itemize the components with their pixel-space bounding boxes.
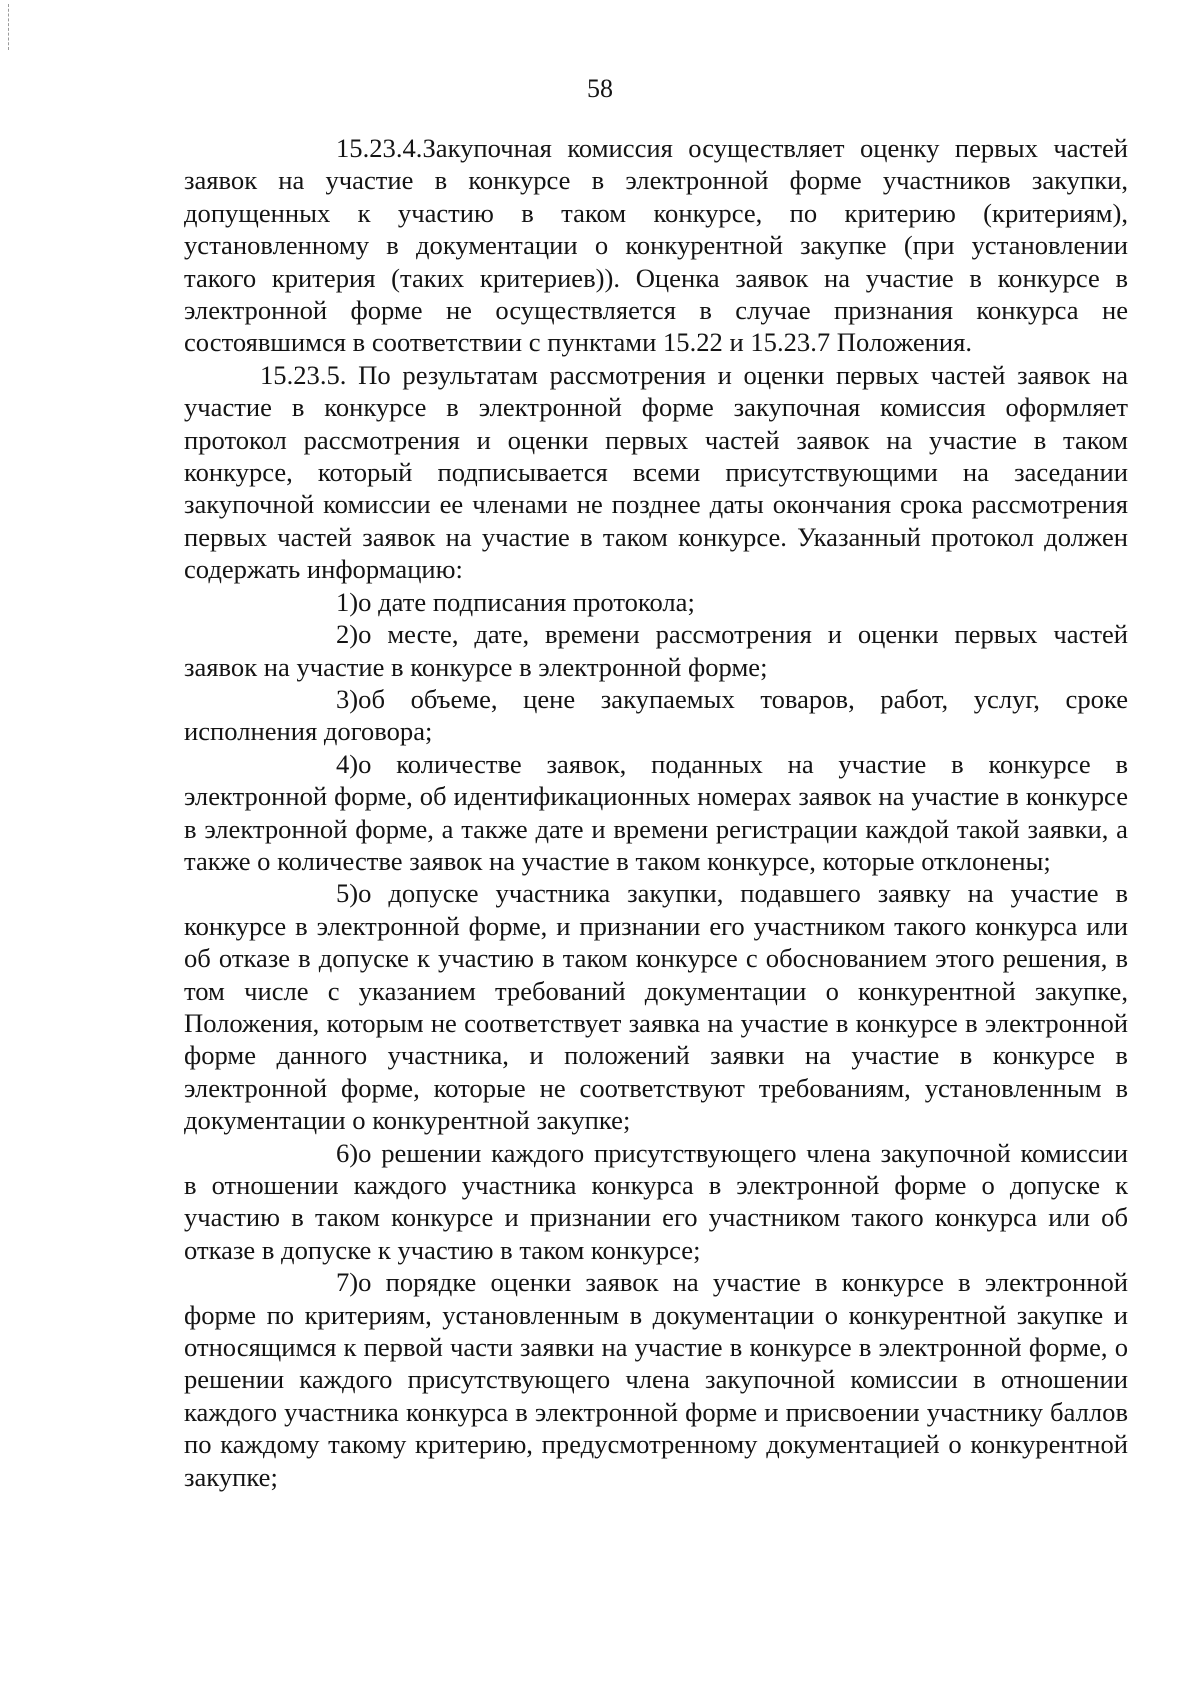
list-item-text: о дате подписания протокола; — [358, 586, 695, 617]
list-item-number: 5) — [336, 878, 359, 909]
list-item-number: 6) — [336, 1137, 359, 1168]
paragraph-15-23-4 — [184, 132, 1128, 359]
list-item-text: о порядке оценки заявок на участие в конкурсе в электронной форме по критериям, установленным в документации о конкурентной закупке и относящимся к первой части заявки на участие в конкурсе в электронной форме, о решении каждого присутствующего члена закупочной комиссии в отношении каждого участника конкурса в электронной форме и присвоении участнику баллов по каждому такому критерию, предусмотренному документацией о конкурентной закупке; — [184, 1267, 1128, 1492]
paragraph-number: 15.23.4. — [336, 133, 423, 163]
paragraph-text: По результатам рассмотрения и оценки первых частей заявок на участие в конкурсе в электронной форме закупочная комиссия оформляет протокол рассмотрения и оценки первых частей заявок на участие в таком конкурсе, который подписывается всеми присутствующими на заседании закупочной комиссии ее членами не позднее даты окончания срока рассмотрения первых частей заявок на участие в таком конкурсе. Указанный протокол должен содержать информацию: — [184, 359, 1129, 585]
list-item-number: 1) — [336, 586, 359, 617]
document-body — [184, 132, 1128, 1493]
list-item — [184, 1266, 1128, 1493]
list-item-number: 3) — [336, 683, 359, 714]
list-item — [184, 877, 1128, 1136]
page-number: 58 — [587, 74, 613, 103]
list-item-number: 4) — [336, 748, 359, 779]
paragraph-15-23-5 — [184, 359, 1128, 586]
list-item — [184, 748, 1128, 878]
list-item — [184, 1137, 1128, 1267]
list-item-text: о допуске участника закупки, подавшего заявку на участие в конкурсе в электронной форме, и признании его участником такого конкурса или об отказе в допуске к участию в таком конкурсе с обоснованием этого решения, в том числе с указанием требований документации о конкурентной закупке, Положения, которым не соответствует заявка на участие в конкурсе в электронной форме данного участника, и положений заявки на участие в конкурсе в электронной форме, которые не соответствуют требованиям, установленным в документации о конкурентной закупке; — [184, 878, 1128, 1136]
list-item-number: 7) — [336, 1267, 359, 1298]
list-item-text: о месте, дате, времени рассмотрения и оценки первых частей заявок на участие в конкурсе в электронной форме; — [184, 619, 1128, 682]
list-item — [184, 683, 1128, 748]
list-item — [184, 586, 1128, 618]
list-item-number: 2) — [336, 619, 359, 650]
list-item-text: о решении каждого присутствующего члена закупочной комиссии в отношении каждого участника конкурса в электронной форме о допуске к участию в таком конкурсе и признании его участником такого конкурса или об отказе в допуске к участию в таком конкурсе; — [184, 1137, 1128, 1265]
scan-edge-mark — [8, 4, 10, 50]
list-item-text: об объеме, цене закупаемых товаров, работ, услуг, сроке исполнения договора; — [184, 683, 1128, 747]
list-item-text: о количестве заявок, поданных на участие в конкурсе в электронной форме, об идентификационных номерах заявок на участие в конкурсе в электронной форме, а также дате и времени регистрации каждой такой заявки, а также о количестве заявок на участие в таком конкурсе, которые отклонены; — [184, 748, 1128, 876]
list-item — [184, 618, 1128, 683]
paragraph-text: Закупочная комиссия осуществляет оценку первых частей заявок на участие в конкурсе в электронной форме участников закупки, допущенных к участию в таком конкурсе, по критерию (критериям), установленному в документации о конкурентной закупке (при установлении такого критерия (таких критериев)). Оценка заявок на участие в конкурсе в электронной форме не осуществляется в случае признания конкурса не состоявшимся в соответствии с пунктами 15.22 и 15.23.7 Положения. — [184, 133, 1128, 358]
paragraph-number: 15.23.5. — [260, 359, 347, 390]
